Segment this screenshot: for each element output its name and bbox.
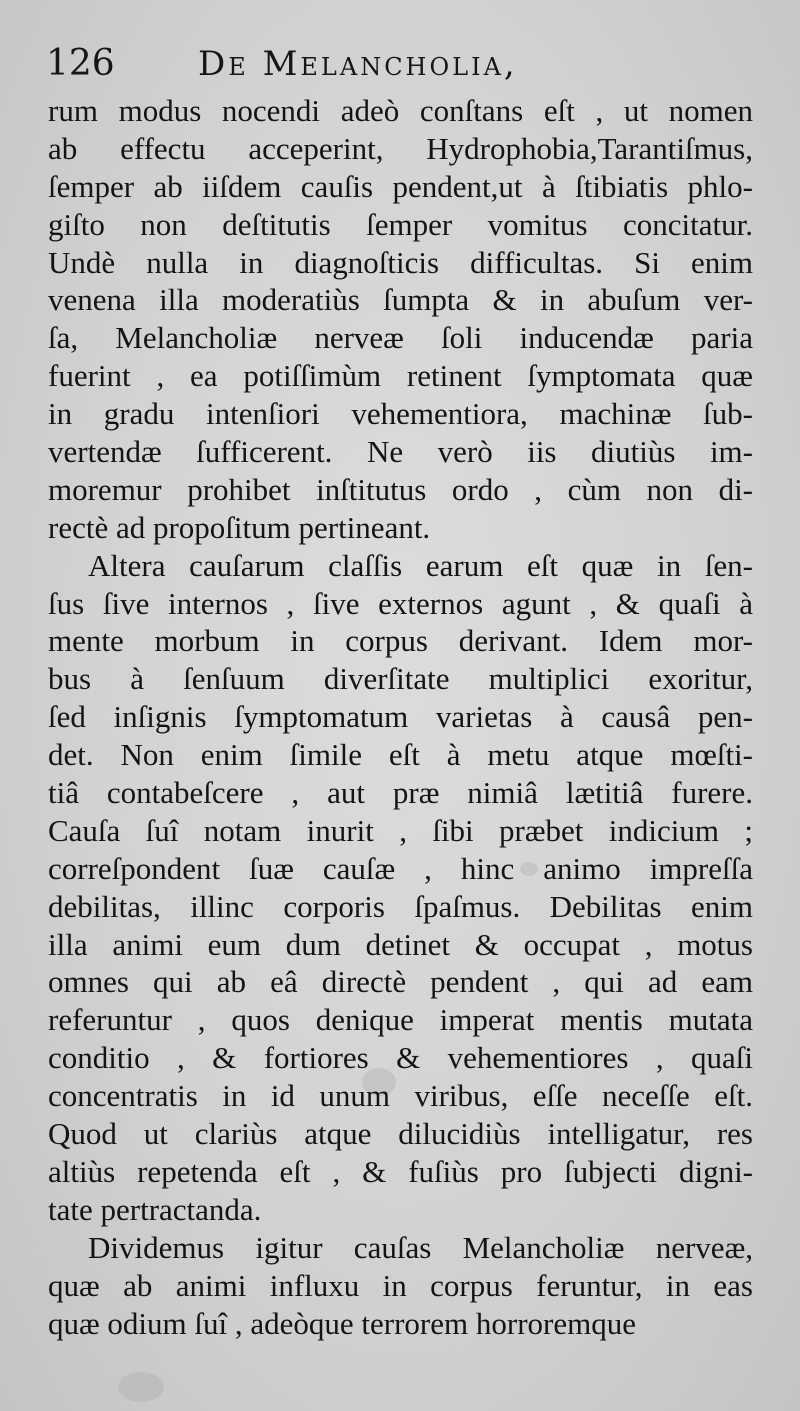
text-line: ſa, Melancholiæ nerveæ ſoli inducendæ paria — [48, 320, 753, 356]
text-line: illa animi eum dum detinet & occupat , motus — [48, 926, 753, 962]
text-line: moremur prohibet inſtitutus ordo , cùm non di- — [48, 471, 753, 507]
text-line: referuntur , quos denique imperat mentis mutata — [48, 1002, 753, 1038]
text-line: tate pertractanda. — [48, 1191, 262, 1227]
text-line: rectè ad propoſitum pertineant. — [48, 509, 431, 545]
paper-stain — [118, 1372, 164, 1402]
paragraph — [48, 92, 753, 547]
text-line: giſto non deſtitutis ſemper vomitus concitatur. — [48, 206, 753, 242]
page-number: 126 — [46, 43, 115, 84]
text-line: concentratis in id unum viribus, eſſe neceſſe eſt. — [48, 1078, 753, 1114]
text-line: Undè nulla in diagnoſticis difficultas. Si enim — [48, 244, 753, 280]
running-title: De Melancholia, — [198, 44, 518, 84]
paragraph — [48, 1229, 753, 1343]
text-line: mente morbum in corpus derivant. Idem mor- — [48, 623, 753, 659]
body-text — [48, 92, 753, 1342]
text-line: bus à ſenſuum diverſitate multiplici exoritur, — [48, 661, 753, 697]
text-line: Altera cauſarum claſſis earum eſt quæ in ſen- — [88, 547, 753, 583]
text-line: vertendæ ſufficerent. Ne verò iis diutiùs im- — [48, 434, 753, 470]
text-line: tiâ contabeſcere , aut præ nimiâ lætitiâ furere. — [48, 775, 753, 811]
text-line: in gradu intenſiori vehementiora, machinæ ſub- — [48, 396, 753, 432]
text-line: ſemper ab iiſdem cauſis pendent,ut à ſtibiatis phlo- — [48, 168, 753, 204]
text-line: quæ odium ſuî , adeòque terrorem horroremque — [48, 1305, 636, 1341]
text-line: debilitas, illinc corporis ſpaſmus. Debilitas enim — [48, 888, 753, 924]
text-line: Dividemus igitur cauſas Melancholiæ nerveæ, — [88, 1229, 753, 1265]
text-line: rum modus nocendi adeò conſtans eſt , ut nomen — [48, 93, 753, 128]
text-line: ſus ſive internos , ſive externos agunt , & quaſi à — [48, 585, 753, 621]
text-line: altiùs repetenda eſt , & fuſiùs pro ſubjecti digni- — [48, 1153, 753, 1189]
page-header — [46, 44, 766, 94]
text-line: omnes qui ab eâ directè pendent , qui ad eam — [48, 964, 753, 1000]
text-line: det. Non enim ſimile eſt à metu atque mœſti- — [48, 737, 753, 773]
paragraph — [48, 547, 753, 1229]
text-line: ab effectu acceperint, Hydrophobia,Tarantiſmus, — [48, 130, 753, 166]
text-line: Cauſa ſuî notam inurit , ſibi præbet indicium ; — [48, 812, 753, 848]
text-line: correſpondent ſuæ cauſæ , hinc animo impreſſa — [48, 850, 753, 886]
text-line: venena illa moderatiùs ſumpta & in abuſum ver- — [48, 282, 753, 318]
text-line: ſed inſignis ſymptomatum varietas à causâ pen- — [48, 699, 753, 735]
text-line: Quod ut clariùs atque dilucidiùs intelligatur, res — [48, 1116, 753, 1152]
text-line: quæ ab animi influxu in corpus feruntur, in eas — [48, 1267, 753, 1303]
text-line: conditio , & fortiores & vehementiores , quaſi — [48, 1040, 753, 1076]
text-line: fuerint , ea potiſſimùm retinent ſymptomata quæ — [48, 358, 753, 394]
